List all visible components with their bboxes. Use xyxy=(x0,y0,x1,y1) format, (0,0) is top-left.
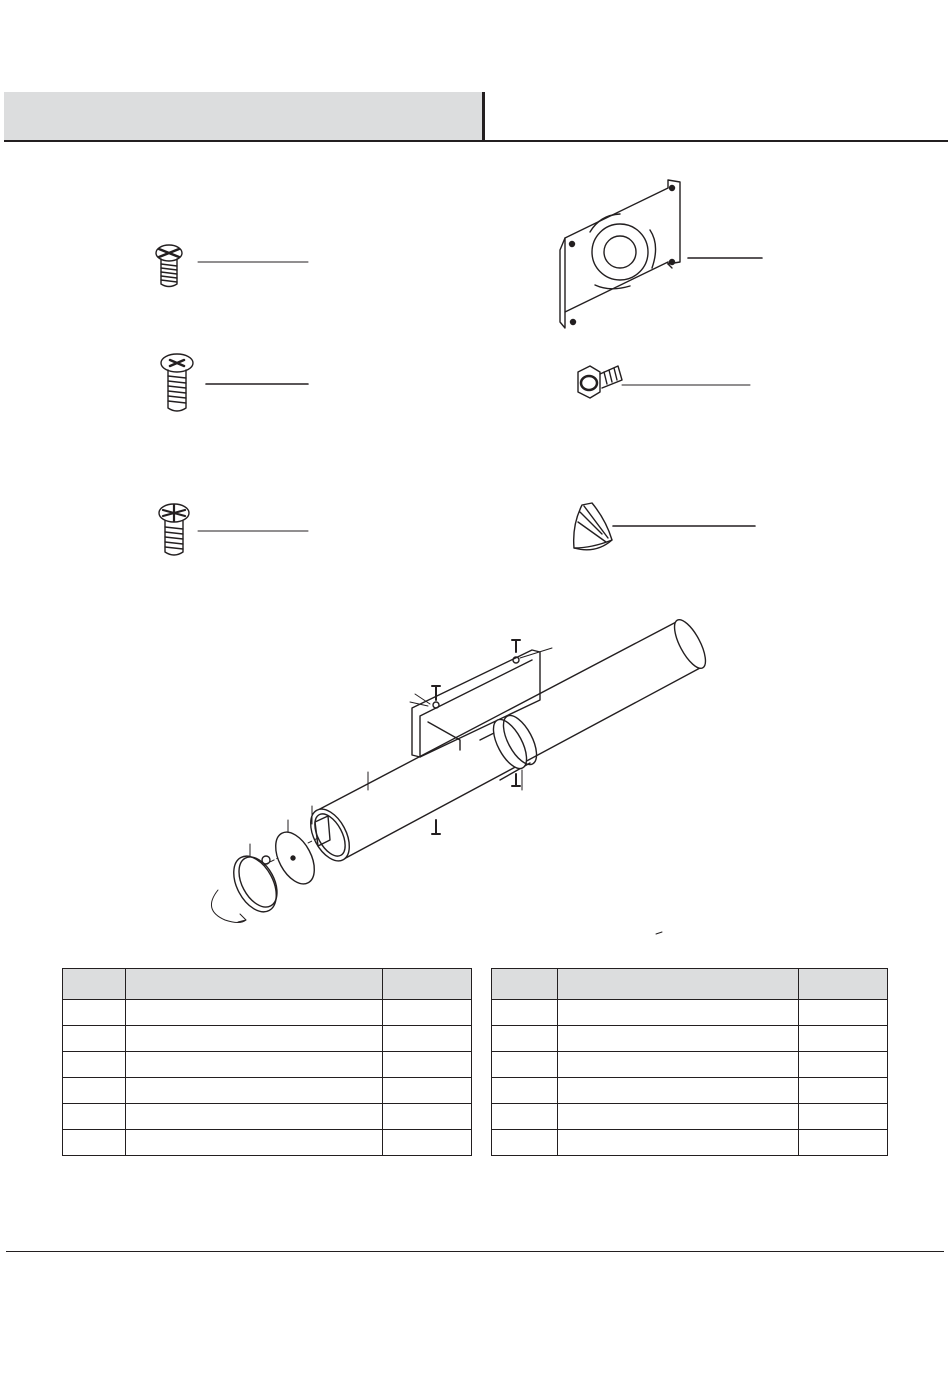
table-cell xyxy=(558,1130,799,1156)
table-row xyxy=(492,1026,888,1052)
phillips-screw-icon xyxy=(161,354,308,411)
table-header-row xyxy=(492,969,888,1000)
table-row xyxy=(63,1130,472,1156)
table-header-row xyxy=(63,969,472,1000)
table-cell xyxy=(492,1078,558,1104)
table-cell xyxy=(558,1078,799,1104)
table-cell xyxy=(383,1052,472,1078)
column-header-part xyxy=(63,969,126,1000)
table-cell xyxy=(63,1000,126,1026)
table-cell xyxy=(492,1130,558,1156)
table-cell xyxy=(799,1000,888,1026)
table-cell xyxy=(126,1104,383,1130)
table-cell xyxy=(126,1026,383,1052)
table-cell xyxy=(126,1000,383,1026)
table-cell xyxy=(126,1130,383,1156)
ground-screw-icon xyxy=(578,366,750,398)
table-cell xyxy=(383,1026,472,1052)
short-phillips-screw-icon xyxy=(156,245,308,287)
table-cell xyxy=(558,1052,799,1078)
table-cell xyxy=(799,1078,888,1104)
column-header-description xyxy=(558,969,799,1000)
table-row xyxy=(63,1026,472,1052)
table-cell xyxy=(63,1130,126,1156)
table-row xyxy=(63,1078,472,1104)
column-header-quantity xyxy=(799,969,888,1000)
table-cell xyxy=(558,1026,799,1052)
table-cell xyxy=(383,1078,472,1104)
mounting-plate-icon xyxy=(560,180,762,328)
column-header-quantity xyxy=(383,969,472,1000)
table-row xyxy=(63,1000,472,1026)
table-cell xyxy=(558,1000,799,1026)
table-cell xyxy=(126,1052,383,1078)
table-cell xyxy=(492,1026,558,1052)
table-cell xyxy=(799,1052,888,1078)
table-row xyxy=(63,1104,472,1130)
vanity-light-assembly-icon xyxy=(211,615,711,934)
table-cell xyxy=(63,1104,126,1130)
table-cell xyxy=(799,1130,888,1156)
table-cell xyxy=(383,1130,472,1156)
table-row xyxy=(492,1130,888,1156)
column-header-part xyxy=(492,969,558,1000)
table-cell xyxy=(492,1052,558,1078)
table-cell xyxy=(799,1104,888,1130)
table-cell xyxy=(492,1104,558,1130)
parts-table-left xyxy=(62,968,472,1156)
table-cell xyxy=(63,1078,126,1104)
parts-table-right xyxy=(491,968,888,1156)
table-cell xyxy=(558,1104,799,1130)
table-cell xyxy=(799,1026,888,1052)
table-row xyxy=(492,1104,888,1130)
footer-rule xyxy=(6,1251,944,1252)
table-row xyxy=(63,1052,472,1078)
table-cell xyxy=(383,1104,472,1130)
table-cell xyxy=(492,1000,558,1026)
wire-nut-icon xyxy=(574,503,755,550)
table-row xyxy=(492,1078,888,1104)
long-screw-icon xyxy=(159,504,308,555)
table-cell xyxy=(383,1000,472,1026)
table-cell xyxy=(63,1026,126,1052)
table-row xyxy=(492,1000,888,1026)
column-header-description xyxy=(126,969,383,1000)
table-cell xyxy=(126,1078,383,1104)
table-row xyxy=(492,1052,888,1078)
table-cell xyxy=(63,1052,126,1078)
